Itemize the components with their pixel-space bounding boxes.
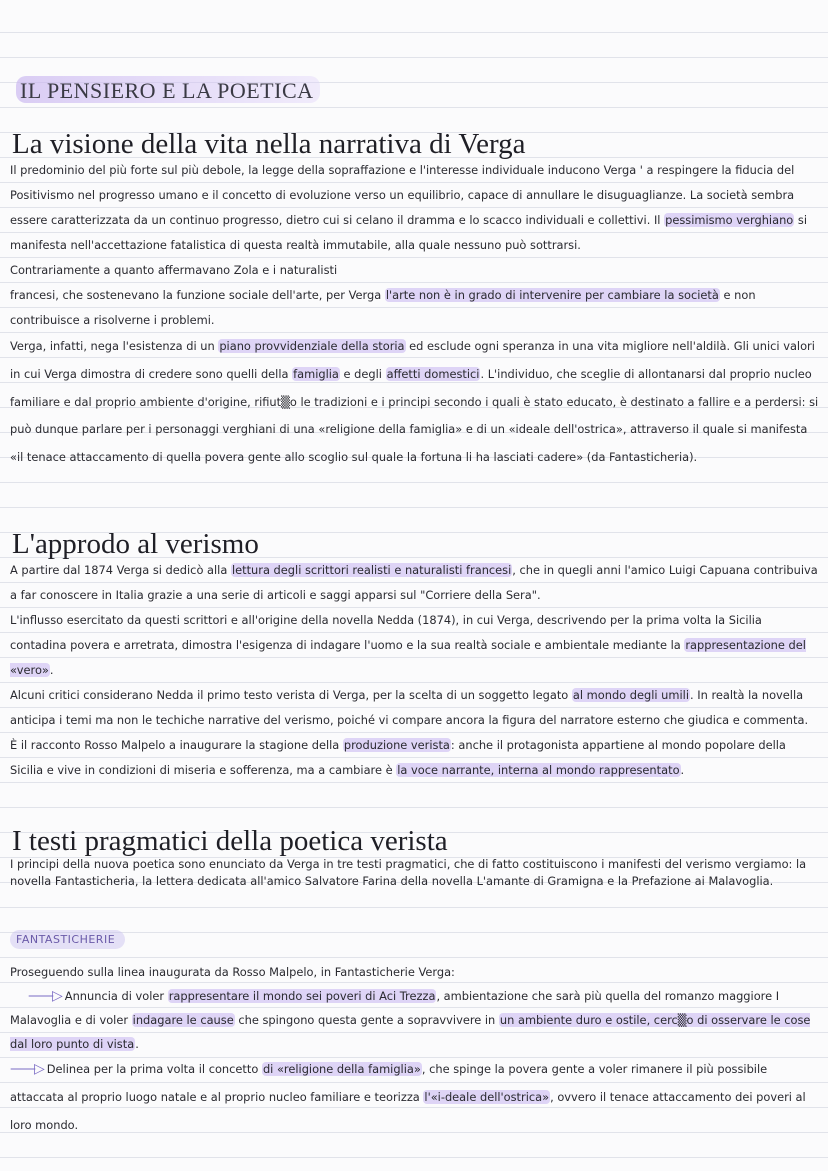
fantasticherie-tag: FANTASTICHERIE [10,930,125,949]
arrow-right-icon: ——▷ [28,988,61,1004]
section-title: IL PENSIERO E LA POETICA [16,78,320,104]
paragraph: Contrariamente a quanto affermavano Zola e i naturalisti [10,263,338,277]
paragraph: francesi, che sostenevano la funzione sociale dell'arte, per Verga l'arte non è in grado di intervenire per cambiare la società e non contribuisce a risolverne i problemi. [10,288,756,327]
heading-testi-pragmatici: I testi pragmatici della poetica verista [12,825,448,857]
paragraph: Il predominio del più forte sul più debole, la legge della sopraffazione e l'interesse individuale inducono Verga ' a respingere la fiducia del Positivismo nel progresso umano e il concetto di evoluzione verso un equilibrio, capace di annullare le disuguaglianze. La società sembra essere caratterizzata da un continuo progresso, dietro cui si celano il dramma e lo scacco individuali e collettivi. Il pessimismo verghiano si manifesta nell'accettazione fatalistica di questa realtà immutabile, alla quale nessuno può sottrarsi. [10,163,807,252]
highlight: lettura degli scrittori realisti e naturalisti francesi [231,563,512,577]
section-fantasticherie [10,960,820,1139]
heading-visione-vita: La visione della vita nella narrativa di Verga [12,128,526,160]
bullet-item: ——▷ Delinea per la prima volta il concetto di «religione della famiglia», che spinge la povera gente a voler rimanere il più possibile attaccata al proprio luogo natale e al proprio nucleo familiare e teorizza l'«i-deale dell'ostrica», ovvero il tenace attaccamento dei poveri al loro mondo. [10,1061,806,1132]
arrow-right-icon: ——▷ [10,1061,43,1077]
section-visione-vita [10,158,820,472]
highlight: al mondo degli umili [572,688,689,702]
paragraph: I principi della nuova poetica sono enunciato da Verga in tre testi pragmatici, che di fatto costituiscono i manifesti del verismo vergiamo: la novella Fantasticheria, la lettera dedicata all'amico Salvatore Farina della novella L'amante di Gramigna e la Prefazione ai Malavoglia. [10,857,807,888]
section-approdo-verismo [10,558,820,783]
paragraph: A partire dal 1874 Verga si dedicò alla lettura degli scrittori realisti e naturalisti francesi, che in quegli anni l'amico Luigi Capuana contribuiva a far conoscere in Italia grazie a una serie di articoli e saggi apparsi sul "Corriere della Sera". [10,563,818,602]
highlight: rappresentazione del «vero» [10,638,806,677]
heading-approdo-verismo: L'approdo al verismo [12,528,259,560]
highlight: l'«i-deale dell'ostrica» [424,1089,550,1104]
highlight: indagare le cause [132,1013,234,1027]
highlight: pessimismo verghiano [665,213,794,227]
section-testi-pragmatici-intro [10,856,820,890]
highlight: la voce narrante, interna al mondo rappresentato [397,763,680,777]
paragraph: Alcuni critici considerano Nedda il primo testo verista di Verga, per la scelta di un soggetto legato al mondo degli umili. In realtà la novella anticipa i temi ma non le techiche narrative del verismo, poiché vi compare ancora la figura del narratore esterno che giudica e commenta. [10,688,809,727]
highlight: di «religione della famiglia» [262,1062,421,1076]
highlight: un ambiente duro e ostile, cerc▒o di osservare le cose dal loro punto di vista [10,1013,811,1051]
paragraph: Verga, infatti, nega l'esistenza di un piano provvidenziale della storia ed esclude ogni speranza in una vita migliore nell'aldilà. Gli unici valori in cui Verga dimostra di credere sono quelli della famiglia e degli affetti domestici. L'individuo, che sceglie di allontanarsi dal proprio nucleo familiare e dal proprio ambiente d'origine, rifiut▒o le tradizioni e i principi secondo i quali è stato educato, è destinato a fallire e a perdersi: si può dunque parlare per i personaggi verghiani di una «religione della famiglia» e di un «ideale dell'ostrica», attraverso il quale si manifesta «il tenace attaccamento di quella povera gente allo scoglio sul quale la fortuna li ha lasciati cadere» (da Fantasticheria). [10,339,819,465]
paragraph: Proseguendo sulla linea inaugurata da Rosso Malpelo, in Fantasticherie Verga: [10,965,455,979]
highlight: famiglia [293,366,339,381]
highlight: rappresentare il mondo sei poveri di Aci Trezza [168,989,436,1003]
bullet-item: ——▷ Annuncia di voler rappresentare il mondo sei poveri di Aci Trezza, ambientazione che sarà più quella del romanzo maggiore I Malavoglia e di voler indagare le cause che spingono questa gente a sopravvivere in un ambiente duro e ostile, cerc▒o di osservare le cose dal loro punto di vista. [10,988,811,1051]
highlight: affetti domestici [386,366,480,381]
paragraph: L'influsso esercitato da questi scrittori e all'origine della novella Nedda (1874), in cui Verga, descrivendo per la prima volta la Sicilia contadina povera e arretrata, dimostra l'esigenza di indagare l'uomo e la sua realtà sociale e ambientale mediante la rappresentazione del «vero». [10,613,806,677]
highlight: piano provvidenziale della storia [219,339,405,353]
highlight: produzione verista [343,738,450,752]
highlight: l'arte non è in grado di intervenire per cambiare la società [385,288,719,302]
paragraph: È il racconto Rosso Malpelo a inaugurare la stagione della produzione verista: anche il protagonista appartiene al mondo popolare della Sicilia e vive in condizioni di miseria e sofferenza, ma a cambiare è la voce narrante, interna al mondo rappresentato. [10,738,786,777]
